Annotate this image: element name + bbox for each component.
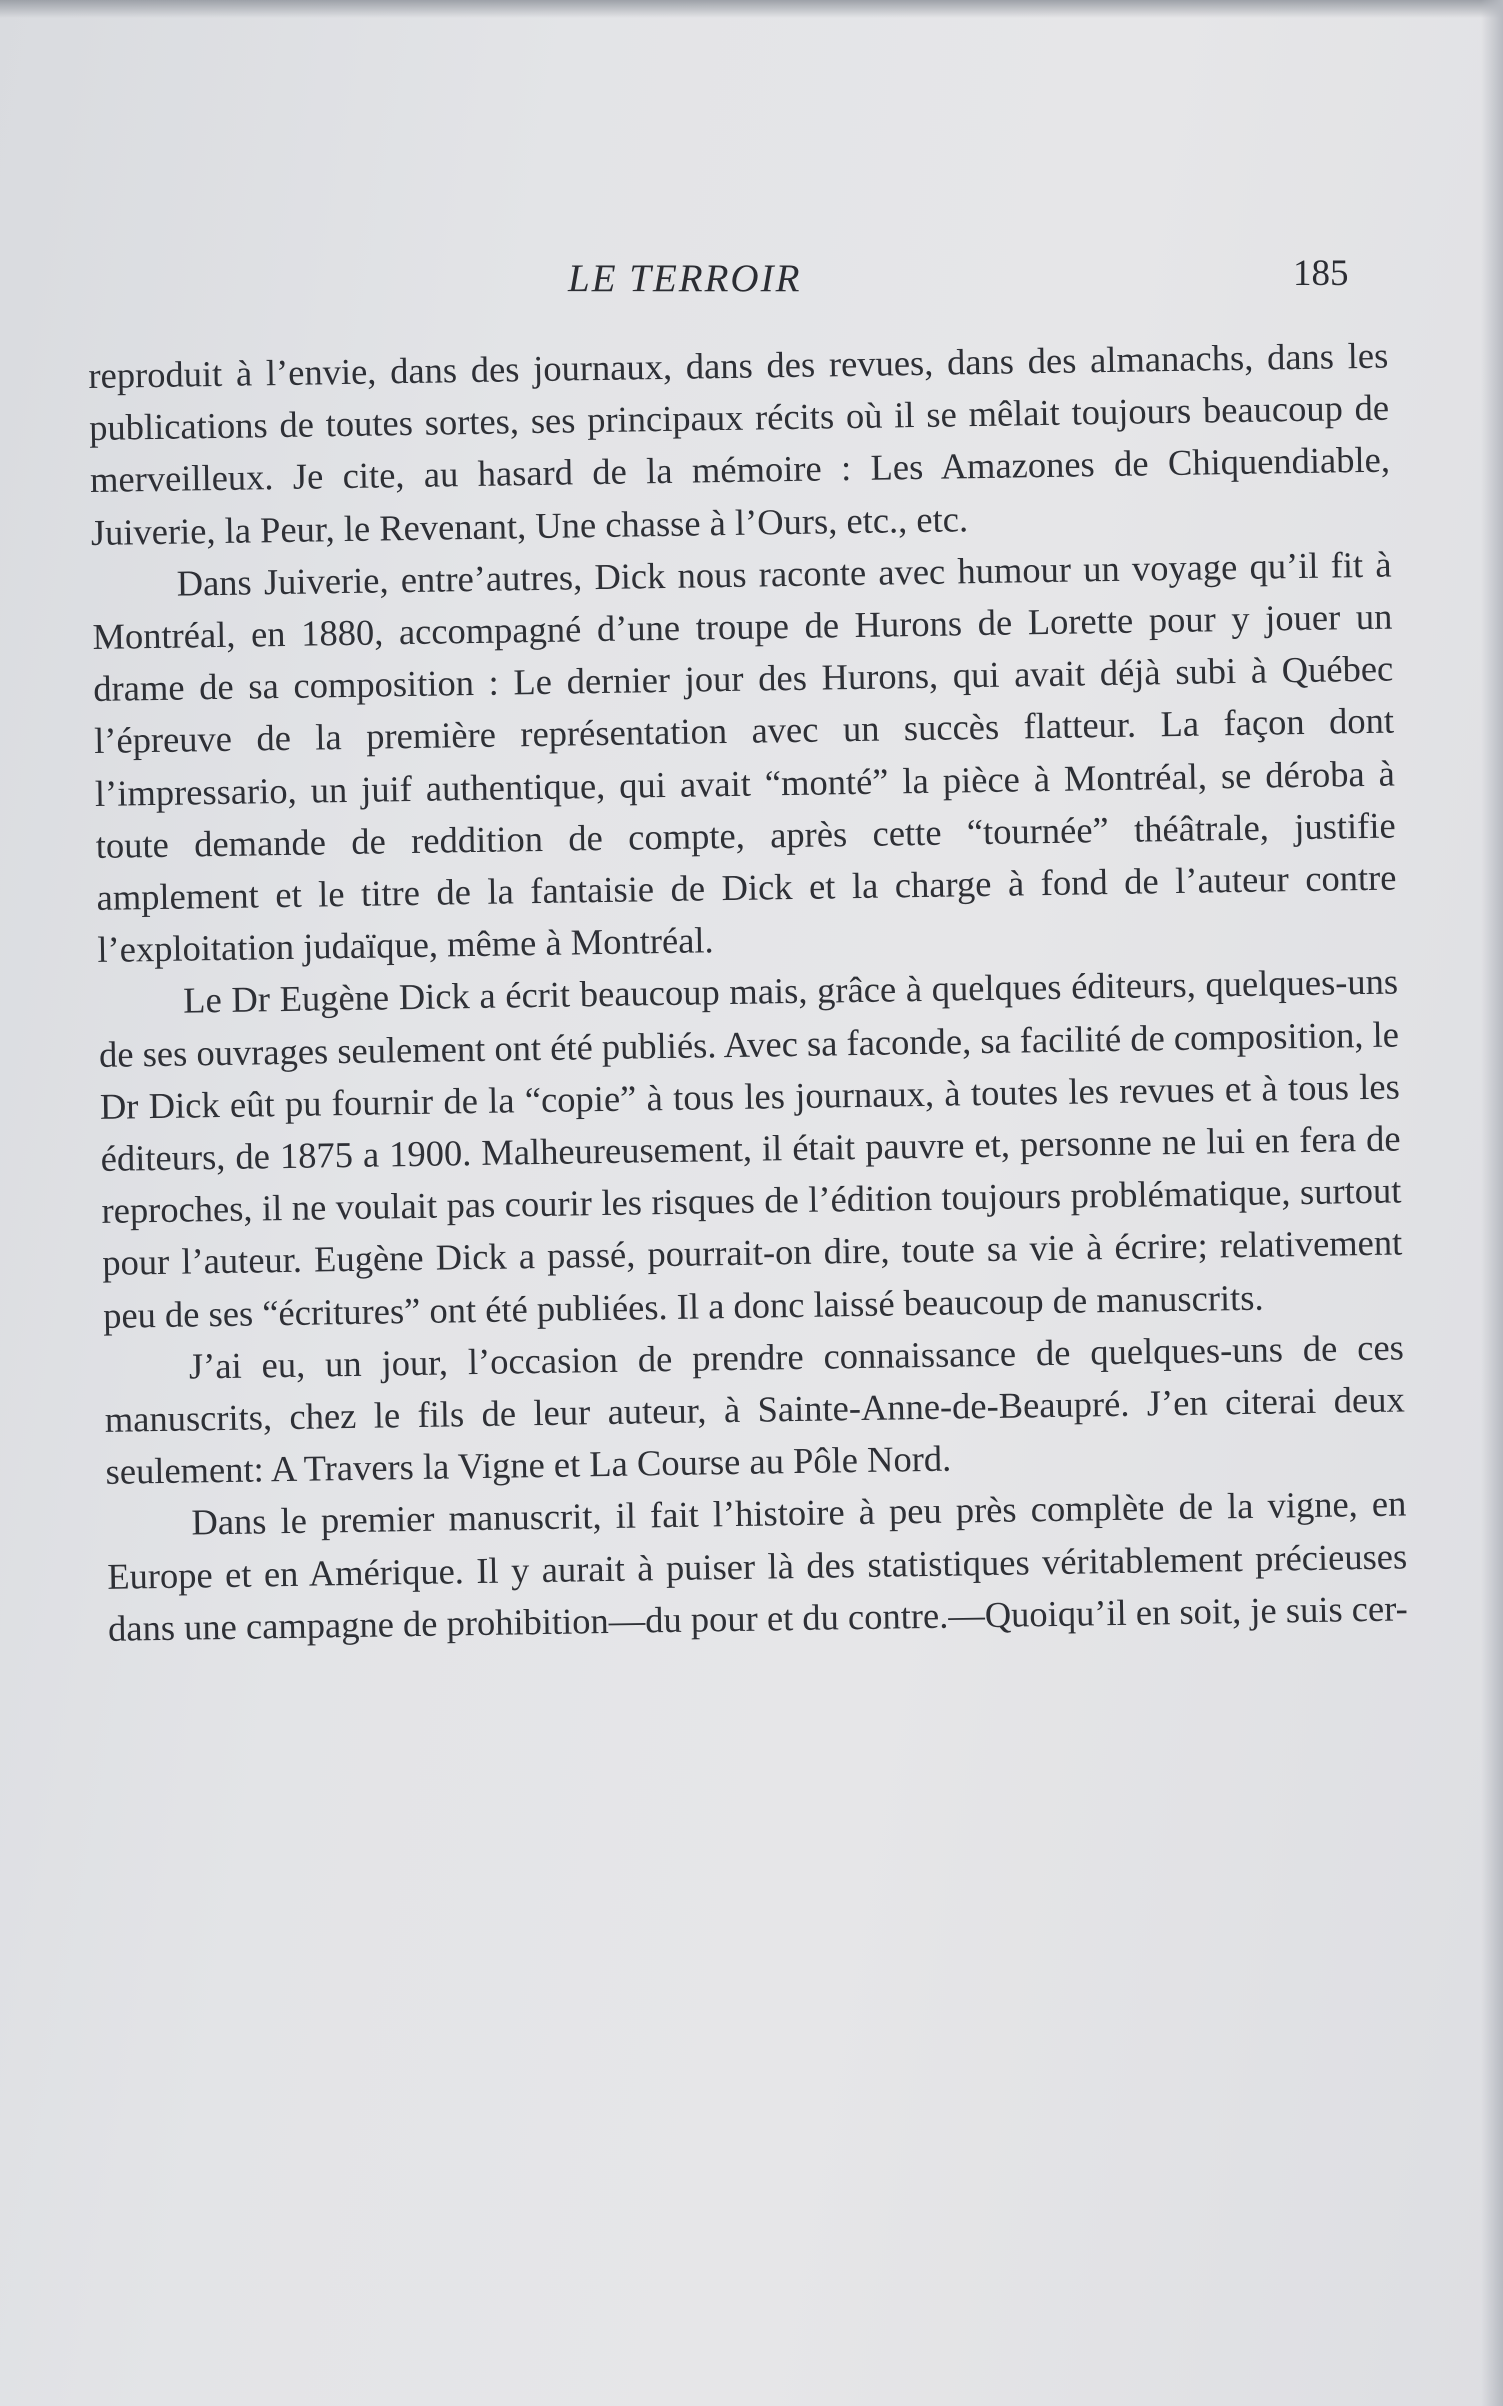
paragraph-4: J’ai eu, un jour, l’occasion de prendre connaissance de quelques-uns de ces manuscrits, chez le fils de leur auteur, à Sainte-Anne-de-Beaupré. J’en citerai deux seulement: A Travers la Vigne et La Course au Pôle Nord. xyxy=(104,1326,1405,1493)
paragraph-1: reproduit à l’envie, dans des journaux, dans des revues, dans des almanachs, dans les publications de toutes sortes, ses principaux récits où il se mêlait toujours beaucoup de merveilleux. Je cite, au hasard de la mémoire : Les Amazones de Chiquendiable, Juiverie, la Peur, le Revenant, Une chasse à l’Ours, etc., etc. xyxy=(88,334,1391,553)
paragraph-3: Le Dr Eugène Dick a écrit beaucoup mais, grâce à quelques éditeurs, quelques-uns de ses ouvrages seulement ont été publiés. Avec sa faconde, sa facilité de composition, le Dr Dick eût pu fournir de la “copie” à tous les journaux, à toutes les revues et à tous les éditeurs, de 1875 a 1900. Malheureusement, il était pauvre et, personne ne lui en fera de reproches, il ne voulait pas courir les risques de l’édition toujours problématique, surtout pour l’auteur. Eugène Dick a passé, pourrait-on dire, toute sa vie à écrire; relativement peu de ses “écritures” ont été publiées. Il a donc laissé beaucoup de manuscrits. xyxy=(98,960,1403,1336)
paragraph-5: Dans le premier manuscrit, il fait l’histoire à peu près complète de la vigne, en Europe et en Amérique. Il y aurait à puiser là des statistiques véritablement précieuses dans une campagne de prohibition—du pour et du contre.—Quoiqu’il en soit, je suis cer- xyxy=(106,1482,1409,1649)
paragraph-2: Dans Juiverie, entre’autres, Dick nous raconte avec humour un voyage qu’il fit à Montréal, en 1880, accompagné d’une troupe de Hurons de Lorette pour y jouer un drame de sa composition : Le dernier jour des Hurons, qui avait déjà subi à Québec l’épreuve de la première représentation avec un succès flatteur. La façon dont l’impressario, un juif authentique, qui avait “monté” la pièce à Montréal, se déroba à toute demande de reddition de compte, après cette “tournée” théâtrale, justifie amplement et le titre de la fantaisie de Dick et la charge à fond de l’auteur contre l’exploitation judaïque, même à Montréal. xyxy=(92,543,1397,971)
body-text xyxy=(88,330,1408,1655)
running-title: LE TERROIR xyxy=(568,257,802,300)
page-number: 185 xyxy=(1293,253,1349,294)
running-header xyxy=(0,248,1503,308)
